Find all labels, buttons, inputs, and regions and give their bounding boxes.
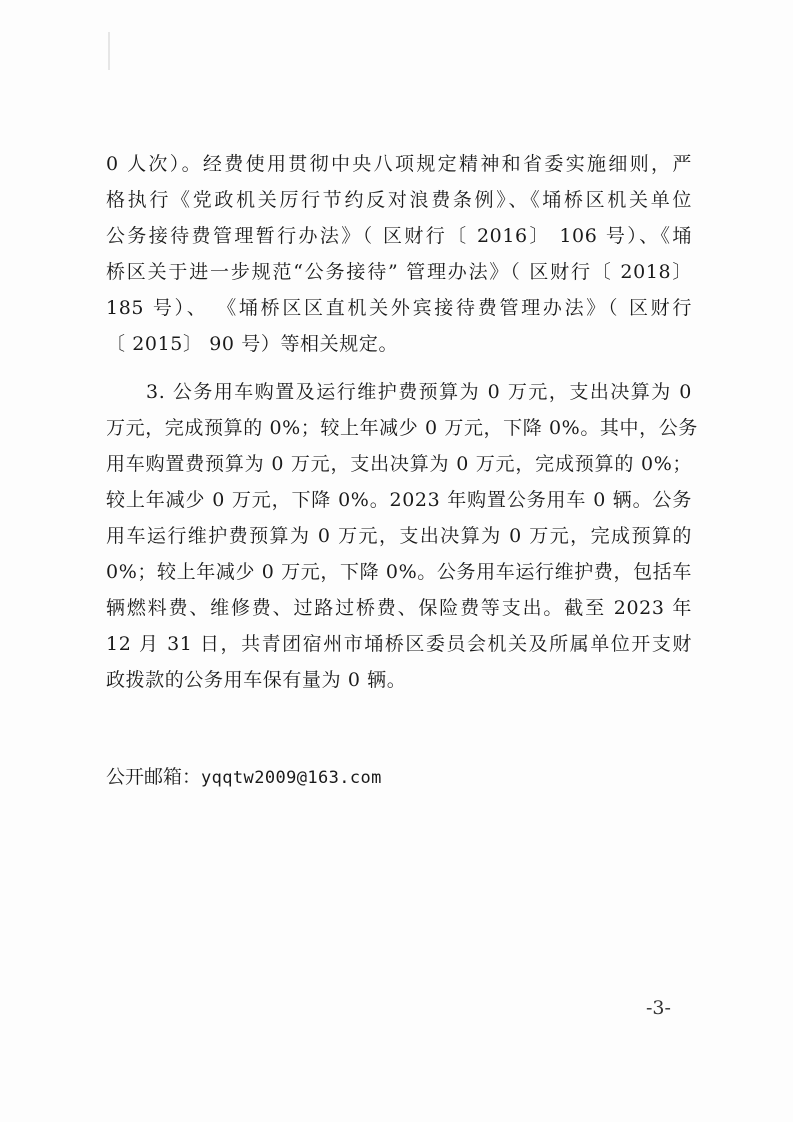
body-line-15: 政拨款的公务用车保有量为 0 辆。: [106, 669, 407, 691]
body-line-9: 用车购置费预算为 0 万元，支出决算为 0 万元，完成预算的 0%；: [106, 453, 692, 475]
body-line-3: 公务接待费管理暂行办法》（ 区财行〔 2016〕 106 号）、《埇: [106, 225, 692, 247]
body-line-14: 12 月 31 日，共青团宿州市埇桥区委员会机关及所属单位开支财: [106, 633, 692, 655]
body-line-1: 0 人次）。经费使用贯彻中央八项规定精神和省委实施细则，严: [106, 153, 692, 175]
body-line-12: 0%；较上年减少 0 万元，下降 0%。公务用车运行维护费，包括车: [106, 561, 692, 583]
body-line-2: 格执行《党政机关厉行节约反对浪费条例》、《埇桥区机关单位: [106, 189, 692, 211]
body-line-11: 用车运行维护费预算为 0 万元，支出决算为 0 万元，完成预算的: [106, 525, 692, 547]
body-line-6: 〔 2015〕 90 号）等相关规定。: [106, 333, 399, 355]
contact-email-link[interactable]: yqqtw2009@163.com: [201, 768, 382, 788]
page-number: -3-: [646, 997, 671, 1019]
contact-label: 公开邮箱：: [106, 766, 202, 788]
scan-artifact: [108, 32, 110, 70]
body-line-5: 185 号）、 《埇桥区区直机关外宾接待费管理办法》（ 区财行: [106, 297, 692, 319]
body-line-7: 3. 公务用车购置及运行维护费预算为 0 万元，支出决算为 0: [146, 381, 692, 403]
body-line-13: 辆燃料费、维修费、过路过桥费、保险费等支出。截至 2023 年: [106, 597, 692, 619]
contact-email-line: [106, 765, 382, 790]
body-line-8: 万元，完成预算的 0%；较上年减少 0 万元，下降 0%。其中，公务: [106, 417, 698, 439]
body-line-10: 较上年减少 0 万元，下降 0%。2023 年购置公务用车 0 辆。公务: [106, 489, 692, 511]
body-line-4: 桥区关于进一步规范“公务接待” 管理办法》（ 区财行〔 2018〕: [106, 261, 692, 283]
